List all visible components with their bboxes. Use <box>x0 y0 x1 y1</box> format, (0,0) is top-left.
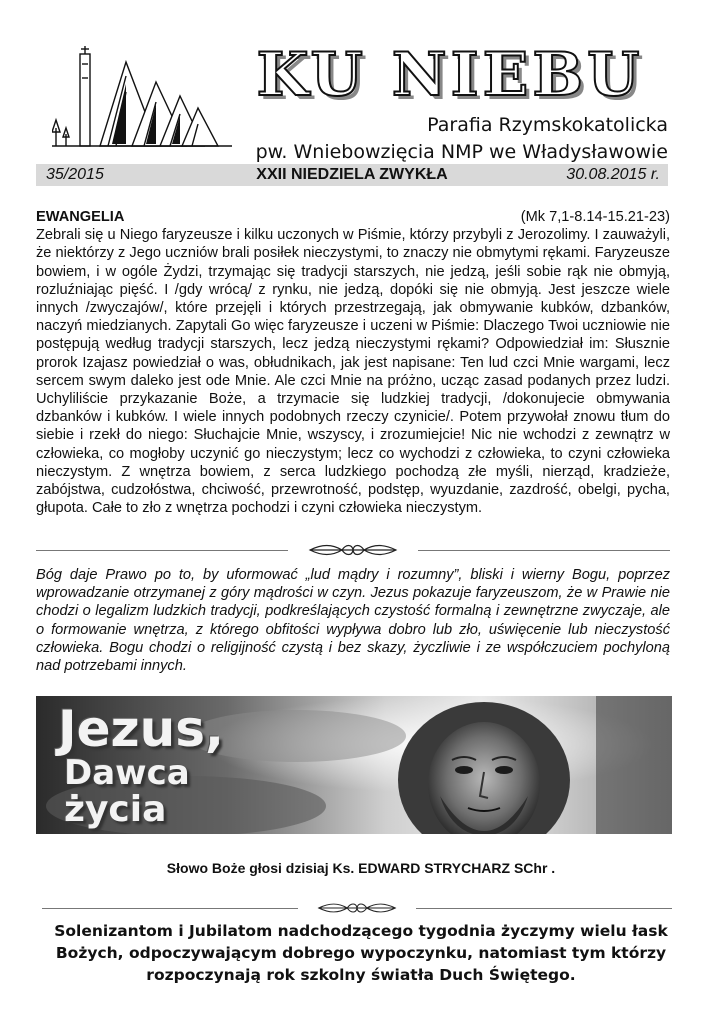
masthead-title: KU NIEBU <box>256 40 644 110</box>
gospel-title: EWANGELIA <box>36 209 125 225</box>
gospel-reference: (Mk 7,1-8.14-15.21-23) <box>520 209 670 225</box>
preacher-note: Słowo Boże głosi dzisiaj Ks. EDWARD STRYCHARZ SChr . <box>166 860 556 876</box>
ornament-divider-2 <box>42 900 672 916</box>
issue-date: 30.08.2015 r. <box>566 166 660 183</box>
gospel-text: Zebrali się u Niego faryzeusze i kilku uczonych w Piśmie, którzy przybyli z Jerozolimy. I zauważyli, że niektórzy z Jego uczniów brali posiłek nieczystymi, to znaczy nie obmytymi rękami. Faryzeusze bowiem, i w ogóle Żydzi, trzymając się tradycji starszych, nie jedzą, jeśli sobie rąk nie obmyją, rozluźniając pięść. I /gdy wrócą/ z rynku, nie jedzą, dopóki się nie obmyją. Jest jeszcze wiele innych /zwyczajów/, które przejęli i których przestrzegają, jak obmywanie kubków, dzbanków, naczyń miedzianych. Zapytali Go więc faryzeusze i uczeni w Piśmie: Dlaczego Twoi uczniowie nie postępują według tradycji starszych, lecz jedzą nieczystymi rękami? Odpowiedział im: Słusznie prorok Izajasz powiedział o was, obłudnikach, jak jest napisane: Ten lud czci Mnie wargami, lecz sercem swym daleko jest ode Mnie. Ale czci Mnie na próżno, ucząc zasad podanych przez ludzi. Uchyliliście przykazanie Boże, a trzymacie się ludzkiej tradycji, /dokonujecie obmywania dzbanków i kubków. I wiele innych podobnych rzeczy czynicie/. Potem przywołał znowu tłum do siebie i rzekł do niego: Słuchajcie Mnie, wszyscy, i zrozumiejcie! Nic nie wchodzi z zewnątrz w człowieka, co mogłoby uczynić go nieczystym; lecz co wychodzi z człowieka, to czyni człowieka nieczystym. Z wnętrza bowiem, z serca ludzkiego pochodzą złe myśli, nierząd, kradzieże, zabójstwa, cudzołóstwa, chciwość, przewrotność, podstęp, wyuzdanie, zazdrość, obelgi, pycha, głupota. Całe to zło z wnętrza pochodzi i czyni człowieka nieczystym. <box>36 227 670 517</box>
banner-caption <box>58 700 224 830</box>
church-illustration <box>52 44 232 154</box>
banner-line-1: Jezus, <box>58 700 224 758</box>
banner-line-3: życia <box>64 789 167 830</box>
banner-line-2: Dawca <box>64 753 190 793</box>
flourish-icon <box>317 900 397 916</box>
gospel-section <box>36 208 670 517</box>
flourish-icon <box>308 542 398 558</box>
parish-name <box>256 112 668 166</box>
parish-line-2: pw. Wniebowzięcia NMP we Władysławowie <box>255 141 668 163</box>
wishes-text: Solenizantom i Jubilatom nadchodzącego tygodnia życzymy wielu łask Bożych, odpoczywającym dobrego wypoczynku, natomiast tym którzy rozpoczynają rok szkolny światła Duch Świętego. <box>54 922 668 984</box>
liturgical-sunday: XXII NIEDZIELA ZWYKŁA <box>256 166 448 183</box>
parish-line-1: Parafia Rzymskokatolicka <box>427 114 668 136</box>
reflection-text: Bóg daje Prawo po to, by uformować „lud mądry i rozumny”, bliski i wierny Bogu, poprzez wprowadzanie otrzymanej z góry mądrości w czyn. Jezus pokazuje faryzeuszom, że w Prawie nie chodzi o legalizm ludzkich tradycji, podkreślających czystość formalną i zewnętrzne zwyczaje, ale o formowanie wnętrza, z którego obfitości wypływa dobro lub zło, uświęcenie lub nieczystość człowieka. Bogu chodzi o religijność czystą i bez skazy, życzliwie i ze współczuciem pochyloną nad potrzebami innych. <box>36 567 670 675</box>
jesus-banner-image <box>36 696 672 834</box>
ornament-divider <box>36 542 670 558</box>
issue-number: 35/2015 <box>46 166 104 183</box>
issue-info-bar <box>36 164 668 186</box>
